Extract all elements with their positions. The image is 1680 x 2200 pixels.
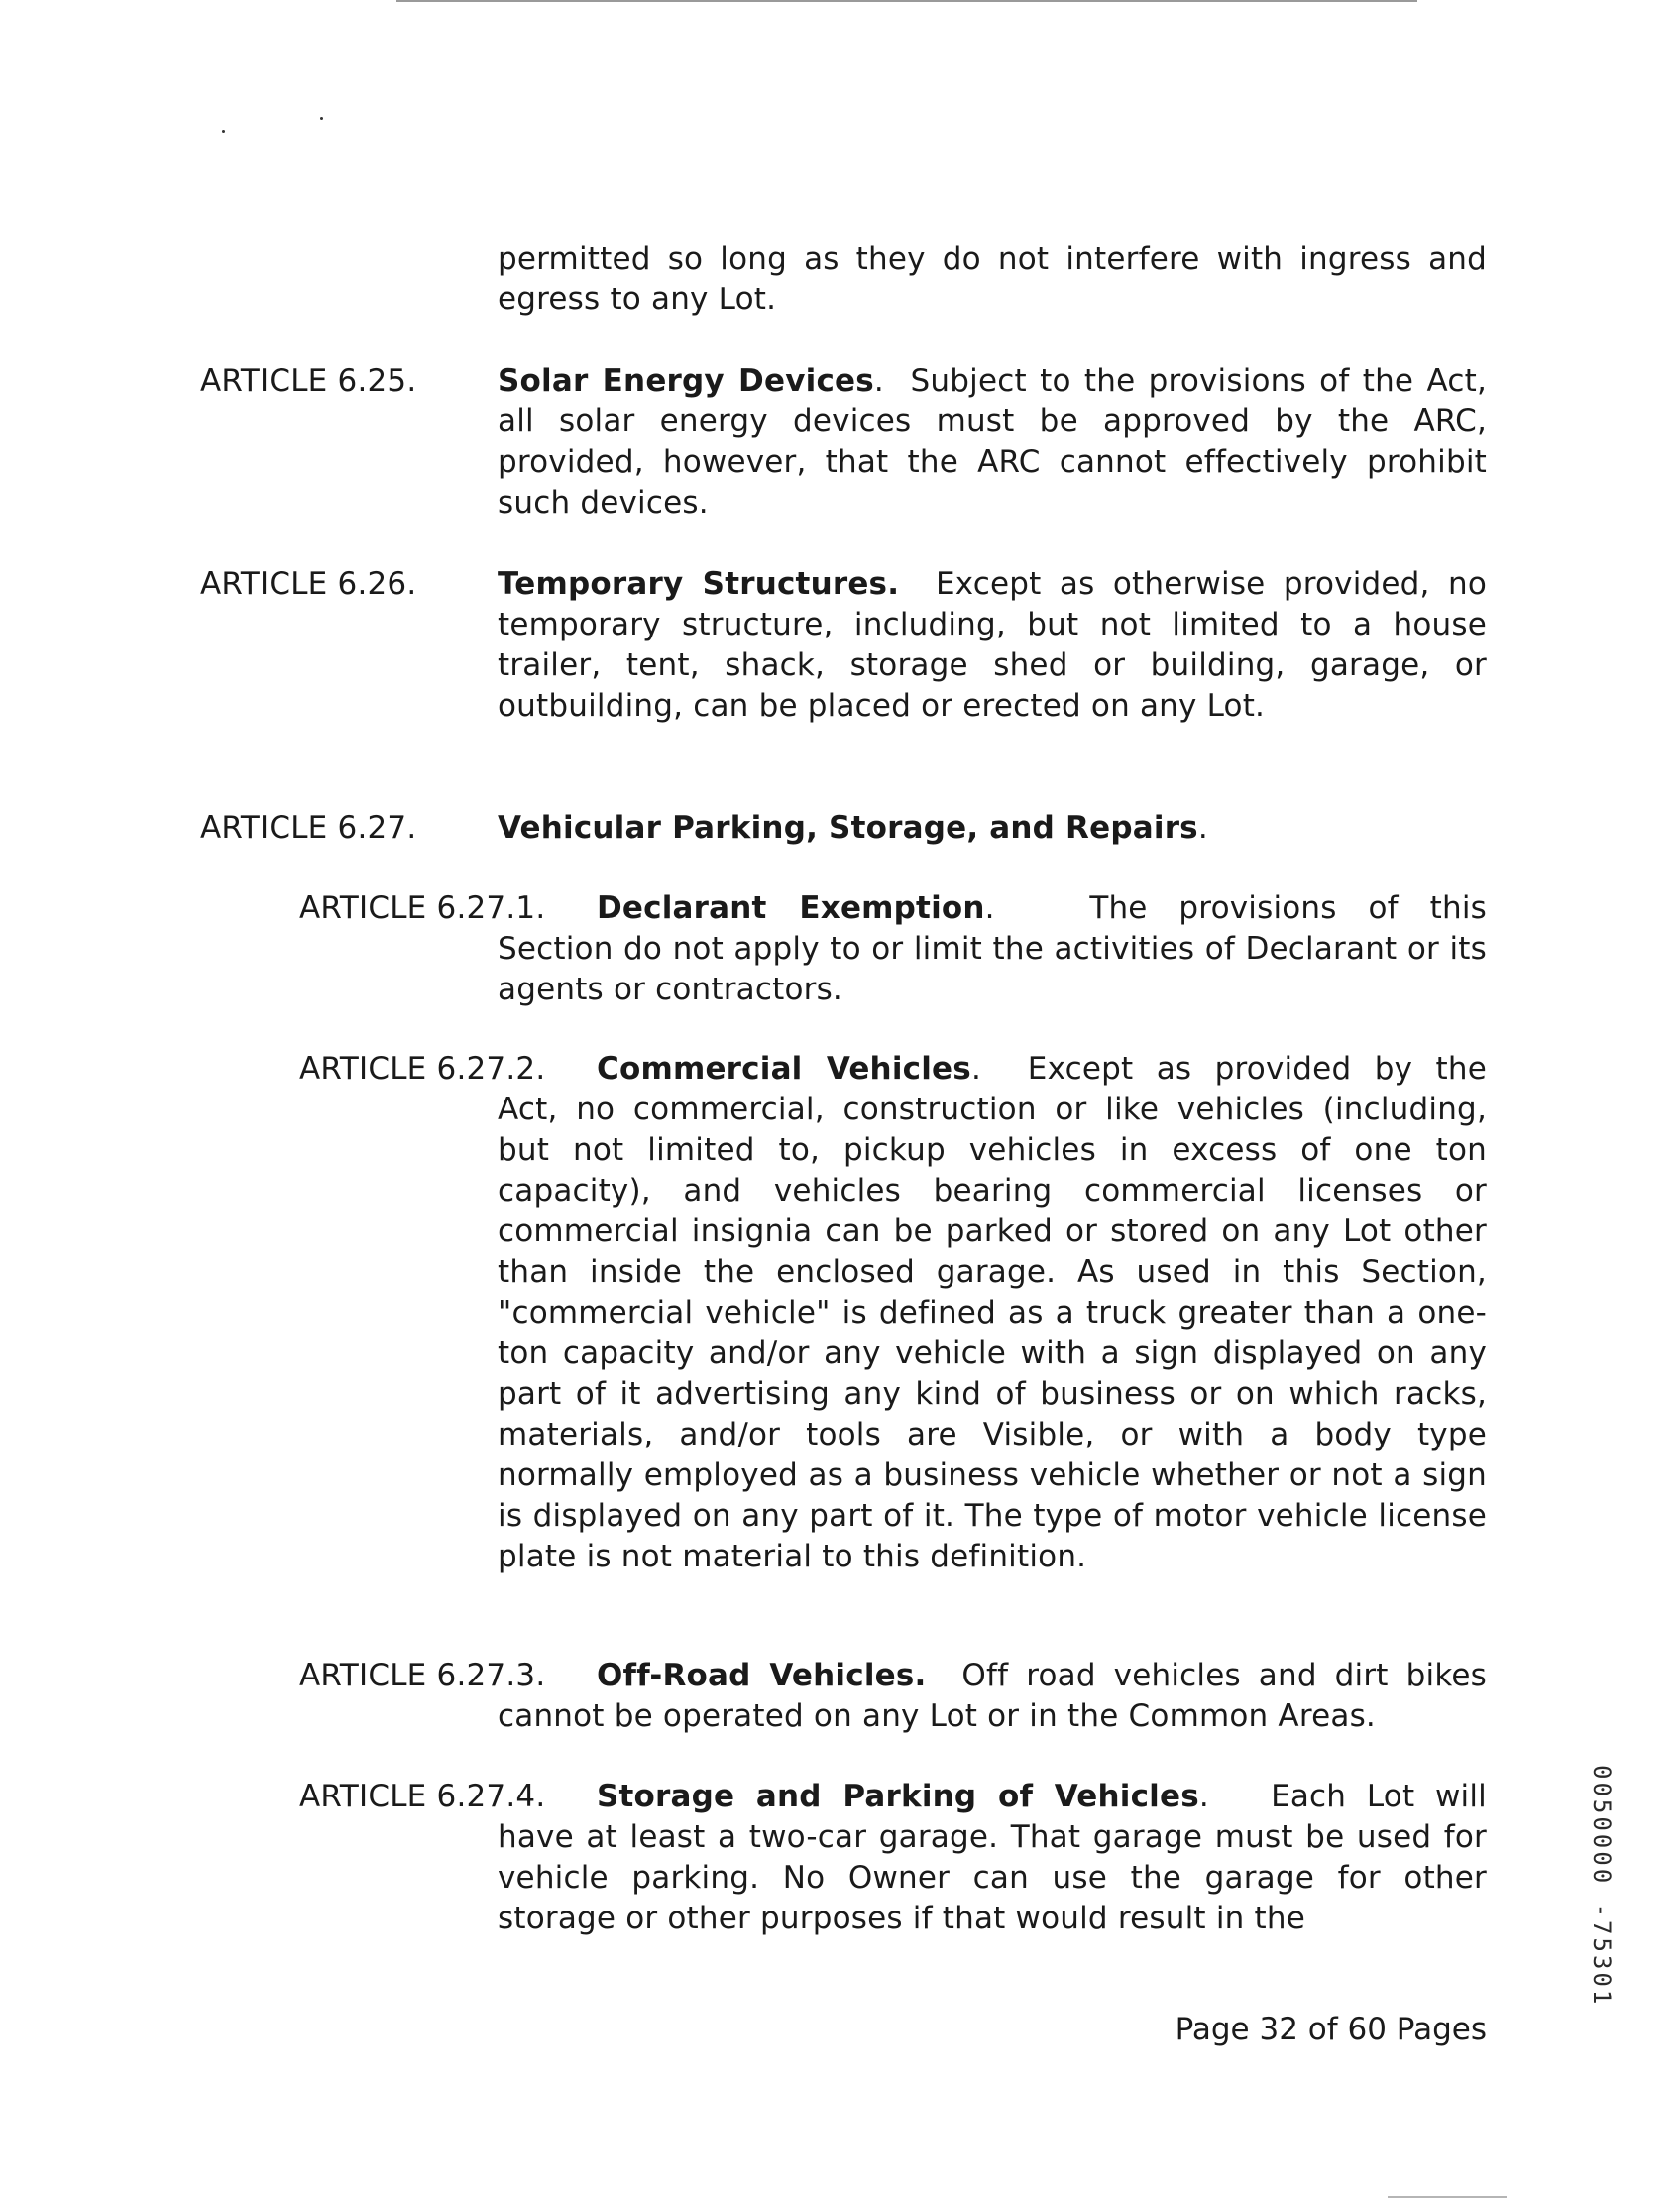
subarticle-text: Each Lot will — [1271, 1779, 1487, 1814]
article-text: Except as otherwise provided, no temporary structure, including, but not limited to a house trailer, tent, shack, storage shed or building, garage, or outbuilding, can be placed or erected on any Lot. — [498, 566, 1488, 724]
subarticle-title: Storage and Parking of Vehicles — [597, 1779, 1199, 1814]
title-punctuation: . — [970, 1051, 981, 1087]
title-punctuation: . — [1198, 1779, 1209, 1814]
article-title: Vehicular Parking, Storage, and Repairs — [498, 810, 1198, 846]
subarticle-label: ARTICLE 6.27.1. — [299, 890, 546, 926]
subarticle-title: Commercial Vehicles — [597, 1051, 971, 1087]
title-punctuation: . — [873, 363, 884, 399]
subarticle-first-line — [597, 1777, 1487, 1817]
subarticle-first-line — [597, 888, 1487, 929]
article-body — [498, 564, 1487, 727]
subarticle-body: have at least a two-car garage. That garage must be used for vehicle parking. No Owner can use the garage for other storage or other purposes if that would result in the — [498, 1819, 1487, 1936]
document-stamp-number: 0050000 -75301 — [1588, 1765, 1616, 2008]
subarticle-body: Section do not apply to or limit the activities of Declarant or its agents or contractors. — [498, 931, 1487, 1007]
subarticle-title: Off-Road Vehicles. — [597, 1658, 927, 1693]
subarticle-label: ARTICLE 6.27.2. — [299, 1051, 546, 1087]
subarticle-text: Except as provided by the — [1027, 1051, 1487, 1087]
article-body — [498, 361, 1487, 523]
continuation-paragraph: permitted so long as they do not interfere with ingress and egress to any Lot. — [498, 241, 1487, 317]
subarticle-body: Act, no commercial, construction or like vehicles (including, but not limited to, pickup vehicles in excess of one ton capacity), and vehicles bearing commercial licenses or commercial insignia can be parked or stored on any Lot other than inside the enclosed garage. As used in this Section, "commercial vehicle" is defined as a truck greater than a one-ton capacity and/or any vehicle with a sign displayed on any part of it advertising any kind of business or on which racks, materials, and/or tools are Visible, or with a body type normally employed as a business vehicle whether or not a sign is displayed on any part of it. The type of motor vehicle license plate is not material to this definition. — [498, 1092, 1487, 1574]
article-title: Solar Energy Devices — [498, 363, 874, 399]
title-punctuation: . — [1197, 810, 1208, 846]
article-text: Subject to the provisions of the Act, all solar energy devices must be approved by the ARC, provided, however, that the ARC cannot effectively prohibit such devices. — [498, 363, 1487, 521]
subarticle-first-line — [597, 1049, 1487, 1090]
article-label: ARTICLE 6.26. — [200, 566, 417, 602]
subarticle-title: Declarant Exemption — [597, 890, 985, 926]
article-body — [498, 808, 1487, 849]
page-number: Page 32 of 60 Pages — [1175, 2012, 1487, 2047]
article-label: ARTICLE 6.25. — [200, 363, 417, 399]
subarticle-first-line — [597, 1656, 1487, 1696]
subarticle-text: The provisions of this — [1089, 890, 1487, 926]
subarticle-label: ARTICLE 6.27.4. — [299, 1779, 546, 1814]
article-title: Temporary Structures. — [498, 566, 900, 602]
article-label: ARTICLE 6.27. — [200, 810, 417, 846]
subarticle-body: cannot be operated on any Lot or in the Common Areas. — [498, 1698, 1376, 1734]
subarticle-label: ARTICLE 6.27.3. — [299, 1658, 546, 1693]
title-punctuation: . — [984, 890, 995, 926]
subarticle-text: Off road vehicles and dirt bikes — [961, 1658, 1487, 1693]
